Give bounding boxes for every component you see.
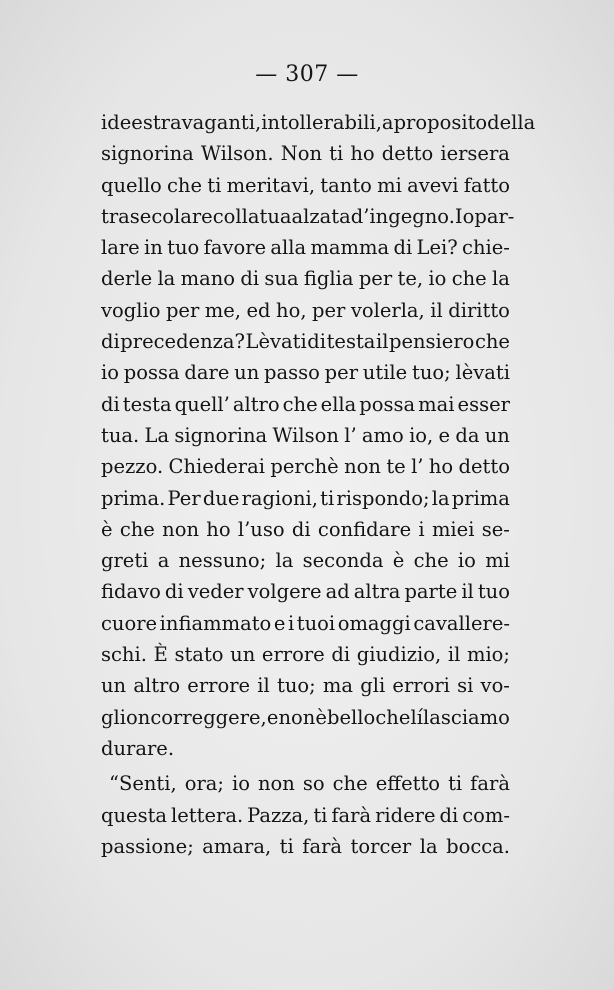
word: passo <box>264 361 320 385</box>
word: signorina <box>174 423 268 447</box>
word: un <box>230 643 256 667</box>
word: par- <box>474 204 515 228</box>
word: voglio <box>101 298 161 322</box>
word: di <box>101 330 120 354</box>
word: la <box>492 267 510 291</box>
paragraph <box>101 107 536 764</box>
word: e <box>273 611 286 635</box>
word: chie- <box>462 236 510 260</box>
text-line <box>101 451 510 482</box>
word: ho <box>428 455 454 479</box>
word: da <box>455 423 480 447</box>
text-line <box>101 357 510 388</box>
word: Wilson <box>272 423 339 447</box>
word: questa <box>101 803 168 827</box>
word: torcer <box>350 834 412 858</box>
word: bello <box>327 705 376 729</box>
word: derle <box>101 267 153 291</box>
page-number: — 307 — <box>255 62 359 87</box>
text-line <box>101 420 510 451</box>
word: Per <box>167 486 201 510</box>
word: errore <box>187 674 251 698</box>
word: la <box>157 267 176 291</box>
text-line <box>101 733 510 764</box>
word: precedenza? <box>120 330 246 354</box>
word: che <box>375 705 411 729</box>
text-line <box>101 295 510 326</box>
word: tua <box>259 204 292 228</box>
word: durare. <box>101 736 175 760</box>
text-line <box>101 702 510 733</box>
word: della <box>487 111 536 134</box>
text-line <box>101 670 510 701</box>
text-line <box>101 326 510 357</box>
text-line <box>101 639 510 670</box>
word: io <box>101 361 119 385</box>
word: a <box>381 111 394 134</box>
word: mi <box>377 173 402 197</box>
word: stravaganti, <box>142 111 262 134</box>
word: pensiero <box>388 330 475 354</box>
word: correggere, <box>150 705 267 729</box>
word: ed <box>246 298 271 322</box>
word: colla <box>212 204 260 228</box>
word: è <box>101 517 113 541</box>
word: è <box>315 705 327 729</box>
word: per <box>324 361 359 385</box>
word: Non <box>280 142 323 166</box>
word: testa <box>326 330 376 354</box>
word: pezzo. <box>101 455 164 479</box>
word: i <box>287 611 295 635</box>
word: altro <box>133 674 181 698</box>
word: non <box>344 455 381 479</box>
word: a <box>157 549 170 573</box>
word: l’ <box>344 423 357 447</box>
word: mai <box>418 392 455 416</box>
word: miei <box>431 517 475 541</box>
word: lettera. <box>171 803 244 827</box>
word: so <box>302 772 325 796</box>
word: si <box>457 674 474 698</box>
word: tuo; <box>276 674 316 698</box>
word: ella <box>320 392 357 416</box>
word: Pazza, <box>247 803 310 827</box>
word: sua <box>264 267 299 291</box>
word: ti <box>329 142 344 166</box>
word: farà <box>302 834 343 858</box>
word: ho <box>350 142 375 166</box>
text-line <box>101 201 515 232</box>
word: prima. <box>101 486 166 510</box>
word: che <box>413 549 449 573</box>
word: e <box>438 423 451 447</box>
word: che <box>167 173 203 197</box>
word: Lei? <box>416 236 458 260</box>
word: mi <box>485 549 510 573</box>
word: è <box>392 549 405 573</box>
word: vo- <box>480 674 510 698</box>
text-line <box>101 800 510 831</box>
word: il <box>375 330 389 354</box>
word: confidare <box>317 517 412 541</box>
word: veder <box>187 580 244 604</box>
text-line <box>101 107 536 138</box>
text-line <box>101 138 510 169</box>
word: che <box>119 517 155 541</box>
word: ti <box>320 486 335 510</box>
word: parte <box>404 580 458 604</box>
word: iersera <box>440 142 510 166</box>
word: l’ <box>411 455 424 479</box>
word: un <box>234 361 260 385</box>
word: un <box>101 674 127 698</box>
text-line <box>101 576 510 607</box>
word: per <box>358 267 393 291</box>
word: mio; <box>466 643 510 667</box>
word: infiammato <box>159 611 272 635</box>
word: fatto <box>463 173 510 197</box>
word: alla <box>270 236 307 260</box>
text-line <box>101 545 510 576</box>
word: nessuno; <box>178 549 267 573</box>
word: seconda <box>302 549 384 573</box>
word: farà <box>470 772 510 796</box>
word: due <box>202 486 240 510</box>
word: per <box>312 298 346 322</box>
word: ti <box>279 834 294 858</box>
word: d’ingegno. <box>350 204 455 228</box>
word: ho, <box>276 298 307 322</box>
word: perchè <box>270 455 339 479</box>
word: schi. <box>101 643 147 667</box>
text-line <box>101 768 510 799</box>
word: volgere <box>247 580 322 604</box>
word: Wilson. <box>200 142 274 166</box>
word: stato <box>174 643 224 667</box>
word: dare <box>184 361 230 385</box>
word: glion <box>101 705 151 729</box>
word: se- <box>481 517 510 541</box>
word: com- <box>462 803 510 827</box>
word: lare <box>101 236 140 260</box>
text-line <box>101 389 510 420</box>
text-line <box>101 263 510 294</box>
word: giudizio, <box>356 643 442 667</box>
word: ho <box>206 517 231 541</box>
word: Chiederai <box>168 455 265 479</box>
word: e <box>266 705 279 729</box>
word: di <box>307 330 327 354</box>
word: mamma <box>310 236 390 260</box>
word: la <box>419 834 438 858</box>
word: diritto <box>448 298 510 322</box>
word: quell’ <box>174 392 230 416</box>
word: tuoi <box>296 611 336 635</box>
word: possa <box>123 361 180 385</box>
word: amara, <box>202 834 272 858</box>
word: ti <box>207 173 222 197</box>
word: per <box>165 298 200 322</box>
word: favore <box>203 236 267 260</box>
word: altro <box>232 392 280 416</box>
word: di <box>331 643 351 667</box>
word: Io <box>454 204 475 228</box>
word: Lèvati <box>245 330 307 354</box>
word: alzata <box>291 204 351 228</box>
word: cuore <box>101 611 158 635</box>
word: prima <box>451 486 510 510</box>
word: testa <box>122 392 172 416</box>
word: amo <box>361 423 404 447</box>
word: ma <box>322 674 354 698</box>
word: di <box>240 267 260 291</box>
word: in <box>144 236 163 260</box>
word: io <box>457 549 476 573</box>
text-line <box>101 514 510 545</box>
word: È <box>153 643 168 667</box>
word: me, <box>204 298 242 322</box>
word: di <box>439 803 459 827</box>
word: il <box>257 674 270 698</box>
word: che <box>451 267 487 291</box>
word: io <box>428 267 447 291</box>
word: io <box>232 772 250 796</box>
word: lí <box>410 705 423 729</box>
word: tuo; <box>411 361 451 385</box>
word: bocca. <box>446 834 510 858</box>
word: di <box>164 580 184 604</box>
word: non <box>278 705 316 729</box>
word: idee <box>101 111 143 134</box>
word: ti <box>313 803 328 827</box>
word: tuo <box>167 236 200 260</box>
word: ti <box>448 772 463 796</box>
word: volerla, <box>350 298 425 322</box>
word: signorina <box>101 142 194 166</box>
word: lasciamo <box>423 705 510 729</box>
word: i <box>418 517 425 541</box>
word: che <box>282 392 318 416</box>
word: te, <box>397 267 424 291</box>
word: fidavo <box>101 580 161 604</box>
word: tanto <box>320 173 372 197</box>
word: ragioni, <box>241 486 318 510</box>
word: tua. <box>101 423 140 447</box>
word: di <box>291 517 311 541</box>
word: proposito <box>393 111 488 134</box>
word: la <box>275 549 294 573</box>
word: di <box>393 236 413 260</box>
word: “Senti, <box>109 772 177 796</box>
text-line <box>101 232 510 263</box>
word: l’uso <box>237 517 285 541</box>
word: altra <box>353 580 401 604</box>
word: trasecolare <box>101 204 213 228</box>
word: te <box>386 455 406 479</box>
word: detto <box>381 142 434 166</box>
word: omaggi <box>337 611 411 635</box>
word: che <box>474 330 510 354</box>
word: farà <box>331 803 372 827</box>
word: gli <box>360 674 386 698</box>
word: non <box>162 517 199 541</box>
word: errori <box>392 674 450 698</box>
word: possa <box>359 392 416 416</box>
word: tuo <box>477 580 510 604</box>
word: meritavi, <box>226 173 316 197</box>
word: che <box>332 772 368 796</box>
word: avevi <box>407 173 459 197</box>
word: effetto <box>375 772 441 796</box>
word: di <box>101 392 120 416</box>
body-text <box>101 107 536 862</box>
word: ad <box>325 580 350 604</box>
word: figlia <box>303 267 354 291</box>
word: il <box>461 580 474 604</box>
word: io, <box>409 423 434 447</box>
word: esser <box>457 392 510 416</box>
word: non <box>258 772 295 796</box>
word: cavallere- <box>413 611 510 635</box>
word: il <box>447 643 461 667</box>
text-line <box>101 170 510 201</box>
paragraph <box>101 768 510 862</box>
text-line <box>101 608 510 639</box>
word: un <box>484 423 510 447</box>
word: passione; <box>101 834 194 858</box>
word: rispondo; <box>336 486 430 510</box>
word: intollerabili, <box>261 111 382 134</box>
word: La <box>144 423 170 447</box>
word: greti <box>101 549 149 573</box>
text-line <box>101 831 510 862</box>
word: errore <box>261 643 325 667</box>
word: lèvati <box>455 361 510 385</box>
word: la <box>431 486 450 510</box>
word: ora; <box>184 772 224 796</box>
text-line <box>101 483 510 514</box>
word: detto <box>458 455 510 479</box>
word: quello <box>101 173 162 197</box>
word: ridere <box>375 803 436 827</box>
word: il <box>430 298 443 322</box>
word: mano <box>180 267 236 291</box>
word: utile <box>362 361 408 385</box>
